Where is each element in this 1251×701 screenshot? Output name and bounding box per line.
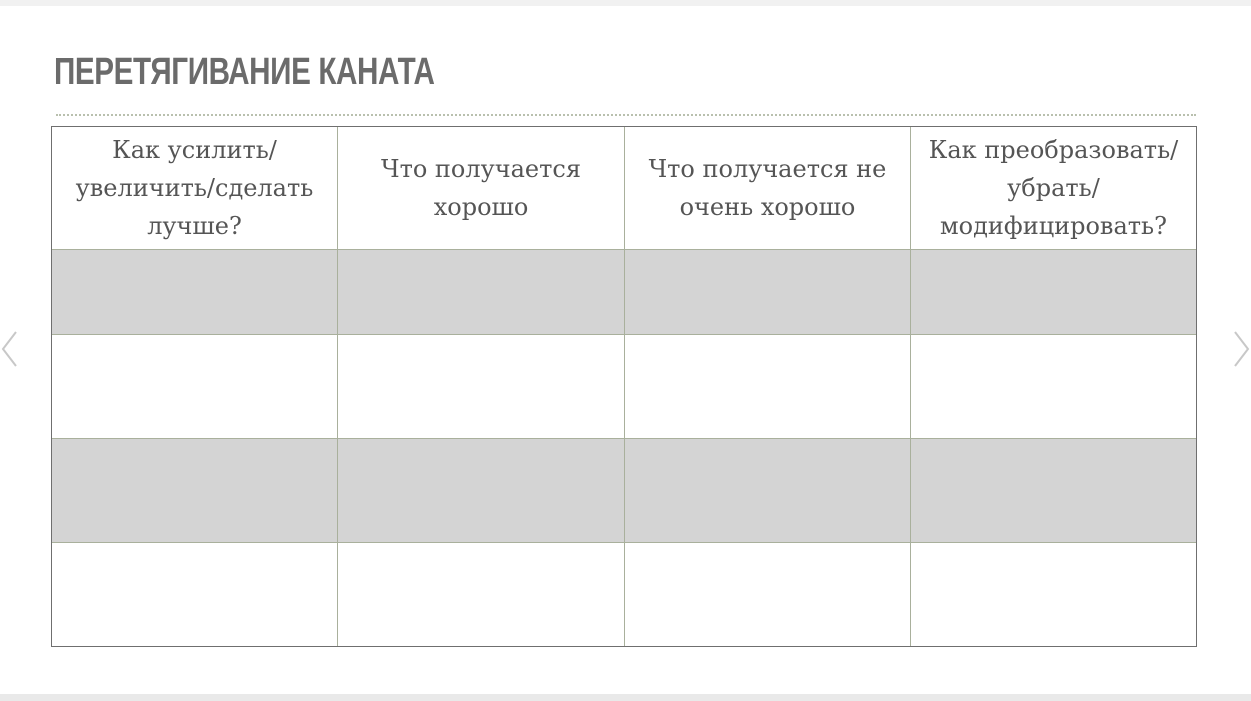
table-cell[interactable] xyxy=(52,543,338,646)
table-cell[interactable] xyxy=(625,250,911,335)
table-cell[interactable] xyxy=(911,335,1196,439)
slide-title: ПЕРЕТЯГИВАНИЕ КАНАТА xyxy=(54,51,435,93)
table-cell[interactable] xyxy=(52,439,338,543)
chevron-left-icon[interactable] xyxy=(0,330,20,368)
title-divider xyxy=(56,114,1196,116)
chevron-right-icon[interactable] xyxy=(1231,330,1251,368)
table-cell[interactable] xyxy=(338,250,625,335)
column-header-works-poorly: Что получается не очень хорошо xyxy=(625,127,911,250)
table-cell[interactable] xyxy=(911,250,1196,335)
table-cell[interactable] xyxy=(625,439,911,543)
column-header-improve: Как усилить/ увеличить/сделать лучше? xyxy=(52,127,338,250)
column-header-works-well: Что получается хорошо xyxy=(338,127,625,250)
table-cell[interactable] xyxy=(911,543,1196,646)
table-cell[interactable] xyxy=(338,439,625,543)
table-cell[interactable] xyxy=(338,335,625,439)
bottom-strip xyxy=(0,694,1251,701)
table-cell[interactable] xyxy=(625,543,911,646)
table-cell[interactable] xyxy=(911,439,1196,543)
column-header-transform: Как преобразовать/ убрать/ модифицировать? xyxy=(911,127,1196,250)
table-cell[interactable] xyxy=(52,250,338,335)
worksheet-table xyxy=(51,126,1197,647)
table-cell[interactable] xyxy=(338,543,625,646)
table-cell[interactable] xyxy=(52,335,338,439)
table-cell[interactable] xyxy=(625,335,911,439)
